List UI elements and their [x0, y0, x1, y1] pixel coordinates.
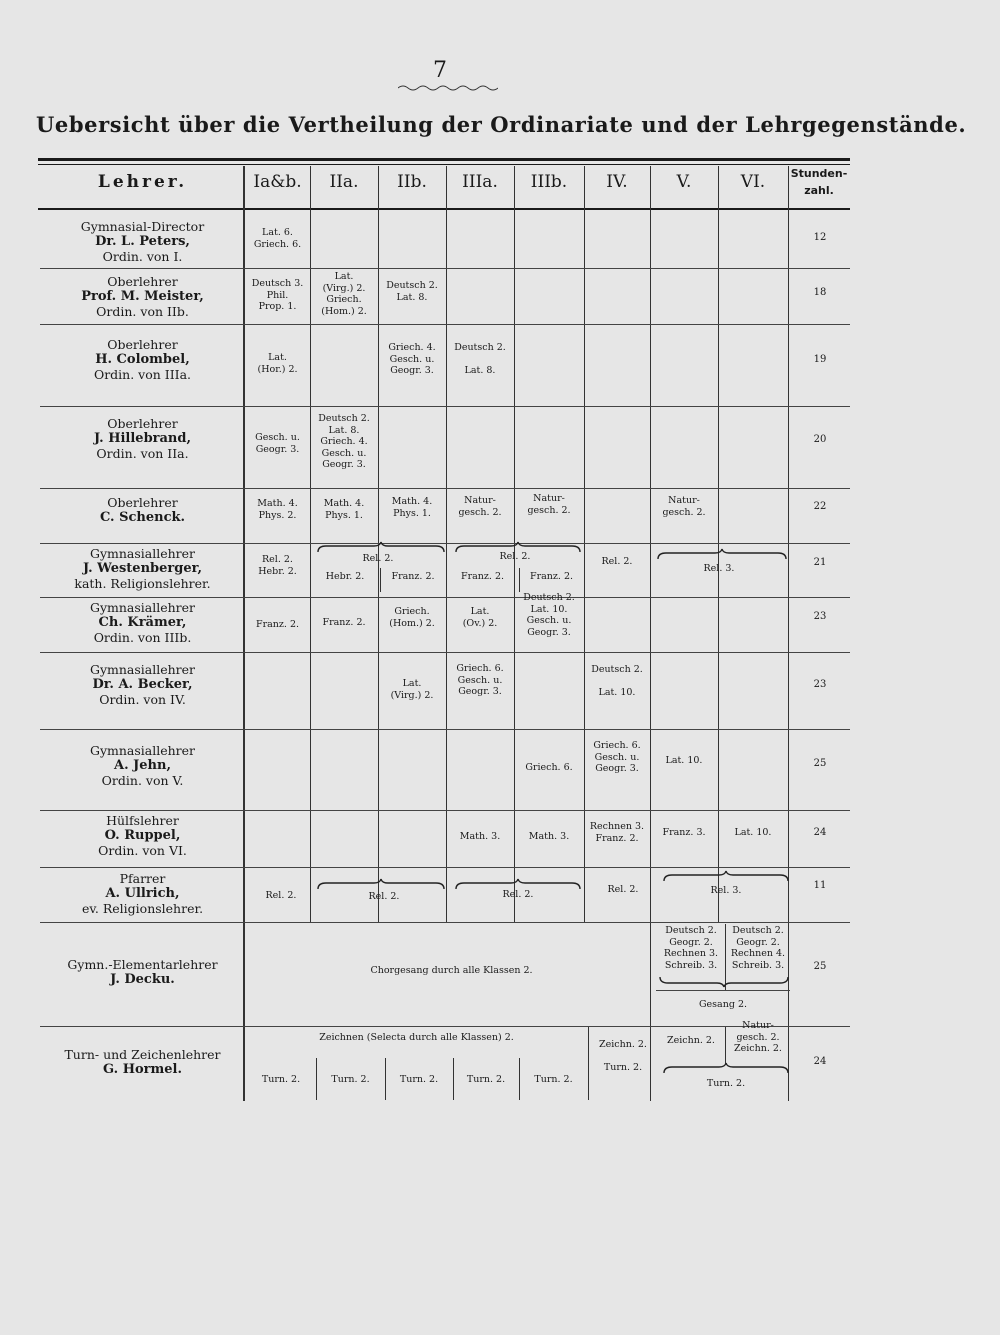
- lesson-cell: Math. 3.: [459, 831, 501, 842]
- teacher-ordinariat: Ordin. von IIIa.: [93, 367, 192, 382]
- teacher-ordinariat: Ordin. von I.: [102, 249, 183, 264]
- lesson-cell: Franz. 2.: [529, 571, 574, 582]
- lesson-cell: Math. 4. Phys. 2.: [257, 498, 298, 521]
- lesson-cell: Natur- gesch. 2.: [458, 495, 502, 518]
- lesson-cell: Natur- gesch. 2.: [527, 493, 571, 516]
- teacher-name: C. Schenck.: [99, 510, 186, 525]
- hours-total: 25: [813, 758, 827, 769]
- lesson-cell: Rel. 2.: [265, 890, 297, 901]
- lesson-cell: Deutsch 2. Lat. 10.: [591, 664, 643, 698]
- span-cell: Turn. 2.: [706, 1078, 746, 1089]
- lesson-cell: Deutsch 2. Lat. 8.: [454, 342, 506, 376]
- teacher-name: J. Westenberger,: [82, 561, 203, 576]
- row-line: [40, 597, 850, 598]
- teacher-row: [40, 743, 245, 788]
- teacher-role: Oberlehrer: [107, 337, 178, 352]
- teacher-role: Gymnasiallehrer: [89, 743, 196, 758]
- teacher-role: Gymn.-Elementarlehrer: [67, 957, 218, 972]
- lesson-cell: Deutsch 2. Lat. 10. Gesch. u. Geogr. 3.: [523, 592, 575, 638]
- header-lehrer: Lehrer.: [97, 172, 188, 192]
- teacher-row: [40, 871, 245, 916]
- lesson-cell: Rel. 2.: [607, 884, 639, 895]
- lesson-cell: Franz. 2.: [460, 571, 505, 582]
- lesson-cell: Turn. 2.: [331, 1074, 370, 1085]
- lesson-cell: Griech. 6.: [525, 762, 573, 773]
- header-class-iab: Ia&b.: [253, 172, 302, 192]
- header-class-iiia: IIIa.: [462, 172, 498, 192]
- teacher-name: H. Colombel,: [95, 352, 190, 367]
- col-line: [584, 166, 585, 922]
- row-line: [40, 867, 850, 868]
- teacher-role: Oberlehrer: [107, 274, 178, 289]
- teacher-role: Oberlehrer: [107, 495, 178, 510]
- brace-v-vi: [656, 548, 788, 560]
- lesson-cell: Griech. 6. Gesch. u. Geogr. 3.: [593, 740, 641, 774]
- lesson-cell: Turn. 2.: [261, 1074, 301, 1085]
- teacher-row: [40, 495, 245, 525]
- teacher-name: J. Hillebrand,: [94, 431, 191, 446]
- lesson-cell: Math. 4. Phys. 1.: [323, 498, 365, 521]
- teacher-row: [40, 219, 245, 264]
- row-line: [40, 324, 850, 325]
- teacher-name: A. Jehn,: [114, 758, 171, 773]
- hours-total: 12: [813, 232, 827, 243]
- span-cell: Chorgesang durch alle Klassen 2.: [370, 965, 533, 976]
- row-line: [40, 268, 850, 269]
- lesson-cell: Griech. 4. Gesch. u. Geogr. 3.: [388, 342, 436, 376]
- teacher-ordinariat: Ordin. von IIa.: [96, 446, 189, 461]
- teacher-row: [40, 416, 245, 461]
- rule-top-thin: [38, 164, 850, 165]
- lesson-cell: Franz. 2.: [391, 571, 435, 582]
- row-line: [40, 729, 850, 730]
- span-cell: Rel. 2.: [502, 889, 534, 900]
- row-line: [40, 406, 850, 407]
- teacher-row: [40, 957, 245, 987]
- lesson-cell: Lat. 6. Griech. 6.: [253, 227, 302, 250]
- header-class-iia: IIa.: [329, 172, 359, 192]
- teacher-role: Pfarrer: [119, 871, 166, 886]
- teacher-row: [40, 337, 245, 382]
- header-class-v: V.: [676, 172, 692, 192]
- teacher-name: J. Decku.: [110, 972, 175, 987]
- teacher-ordinariat: kath. Religionslehrer.: [74, 576, 211, 591]
- lesson-cell: Lat. (Virg.) 2.: [390, 678, 434, 701]
- teacher-role: Hülfslehrer: [106, 813, 179, 828]
- lesson-cell: Franz. 2.: [255, 619, 300, 630]
- lesson-cell: Natur- gesch. 2. Zeichn. 2.: [734, 1020, 782, 1054]
- teacher-row: [40, 600, 245, 645]
- lesson-cell: Turn. 2.: [466, 1074, 506, 1085]
- teacher-role: Gymnasiallehrer: [89, 662, 196, 677]
- header-class-iv: IV.: [606, 172, 628, 192]
- teacher-role: Gymnasiallehrer: [89, 546, 196, 561]
- rule-header-bottom: [38, 208, 850, 210]
- teacher-name: Dr. L. Peters,: [95, 234, 190, 249]
- teacher-ordinariat: Ordin. von IIIb.: [93, 630, 192, 645]
- brace-ii: [316, 878, 446, 890]
- hours-total: 19: [813, 354, 827, 365]
- lesson-cell: Turn. 2.: [534, 1074, 573, 1085]
- col-line: [650, 166, 651, 1101]
- header-class-iib: IIb.: [397, 172, 427, 192]
- lesson-cell: Deutsch 3. Phil. Prop. 1.: [251, 278, 304, 312]
- ornament-squiggle: [398, 84, 498, 92]
- page-title: Uebersicht über die Vertheilung der Ordinariate und der Lehrgegenstände.: [36, 112, 967, 137]
- brace-v-vi: [658, 976, 790, 988]
- rule-top: [38, 158, 850, 161]
- teacher-name: A. Ullrich,: [105, 886, 180, 901]
- teacher-row: [40, 662, 245, 707]
- brace-v-vi: [662, 1062, 790, 1074]
- teacher-name: Prof. M. Meister,: [81, 289, 204, 304]
- lesson-cell: Math. 4. Phys. 1.: [391, 496, 433, 519]
- hours-total: 18: [813, 287, 827, 298]
- header-class-iiib: IIIb.: [530, 172, 568, 192]
- hours-total: 23: [813, 611, 827, 622]
- lesson-cell: Franz. 3.: [662, 827, 706, 838]
- lesson-cell: Rel. 2.: [601, 556, 633, 567]
- lesson-cell: Griech. (Hom.) 2.: [389, 606, 435, 629]
- lesson-cell: Rechnen 3. Franz. 2.: [589, 821, 645, 844]
- row-line: [40, 652, 850, 653]
- span-cell: Rel. 2.: [362, 553, 394, 564]
- row-line: [40, 810, 850, 811]
- teacher-row: [40, 813, 245, 858]
- col-line: [718, 166, 719, 922]
- header-stundenzahl: Stunden- zahl.: [790, 167, 848, 197]
- teacher-ordinariat: Ordin. von VI.: [98, 843, 187, 858]
- teacher-ordinariat: Ordin. von IIb.: [96, 304, 189, 319]
- lesson-cell: Griech. 6. Gesch. u. Geogr. 3.: [456, 663, 504, 697]
- span-cell: Gesang 2.: [698, 999, 748, 1010]
- lesson-cell: Zeichn. 2. Turn. 2.: [599, 1039, 647, 1073]
- lesson-cell: Gesch. u. Geogr. 3.: [255, 432, 300, 455]
- lesson-cell: Lat. (Virg.) 2. Griech. (Hom.) 2.: [321, 271, 367, 317]
- hours-total: 25: [813, 961, 827, 972]
- teacher-ordinariat: Ordin. von IV.: [99, 692, 186, 707]
- teacher-row: [40, 274, 245, 319]
- span-cell: Rel. 2.: [368, 891, 400, 902]
- lesson-cell: Lat. (Ov.) 2.: [462, 606, 498, 629]
- teacher-name: G. Hormel.: [103, 1062, 182, 1077]
- lesson-cell: Rel. 2. Hebr. 2.: [258, 554, 297, 577]
- hours-total: 21: [813, 557, 827, 568]
- row-line: [40, 488, 850, 489]
- teacher-name: Dr. A. Becker,: [92, 677, 193, 692]
- hours-total: 24: [813, 1056, 827, 1067]
- col-line: [446, 166, 447, 922]
- span-cell: Rel. 3.: [703, 563, 735, 574]
- teacher-role: Gymnasial-Director: [80, 219, 205, 234]
- teacher-ordinariat: ev. Religionslehrer.: [81, 901, 204, 916]
- page-number: 7: [433, 58, 447, 83]
- teacher-row: [40, 1047, 245, 1077]
- hours-total: 24: [813, 827, 827, 838]
- lesson-cell: Zeichn. 2.: [667, 1035, 715, 1046]
- teacher-name: Ch. Krämer,: [98, 615, 187, 630]
- lesson-cell: Natur- gesch. 2.: [662, 495, 706, 518]
- hours-total: 23: [813, 679, 827, 690]
- brace-v-vi: [662, 870, 790, 882]
- teacher-row: [40, 546, 245, 591]
- teacher-role: Turn- und Zeichenlehrer: [64, 1047, 221, 1062]
- lesson-cell: Lat. 10.: [665, 755, 703, 766]
- row-line: [40, 922, 850, 923]
- lesson-cell: Deutsch 2. Lat. 8. Griech. 4. Gesch. u. Geogr. 3.: [318, 413, 370, 470]
- lesson-cell: Lat. (Hor.) 2.: [257, 352, 298, 375]
- lesson-cell: Franz. 2.: [322, 617, 366, 628]
- teacher-name: O. Ruppel,: [104, 828, 181, 843]
- teacher-role: Oberlehrer: [107, 416, 178, 431]
- teacher-role: Gymnasiallehrer: [89, 600, 196, 615]
- lesson-cell: Deutsch 2. Geogr. 2. Rechnen 4. Schreib. 3.: [730, 925, 786, 971]
- brace-ii: [316, 541, 446, 553]
- hours-total: 11: [813, 880, 827, 891]
- span-cell: Rel. 3.: [710, 885, 742, 896]
- hours-total: 22: [813, 501, 827, 512]
- lesson-cell: Lat. 10.: [734, 827, 772, 838]
- lesson-cell: Math. 3.: [528, 831, 570, 842]
- lesson-cell: Deutsch 2. Geogr. 2. Rechnen 3. Schreib. 3.: [663, 925, 719, 971]
- row-line: [656, 990, 790, 991]
- hours-total: 20: [813, 434, 827, 445]
- lesson-cell: Hebr. 2.: [325, 571, 365, 582]
- span-cell: Rel. 2.: [499, 551, 531, 562]
- teacher-ordinariat: Ordin. von V.: [101, 773, 184, 788]
- span-cell: Zeichnen (Selecta durch alle Klassen) 2.: [319, 1032, 514, 1043]
- header-class-vi: VI.: [740, 172, 766, 192]
- lesson-cell: Deutsch 2. Lat. 8.: [386, 280, 438, 303]
- lesson-cell: Turn. 2.: [399, 1074, 439, 1085]
